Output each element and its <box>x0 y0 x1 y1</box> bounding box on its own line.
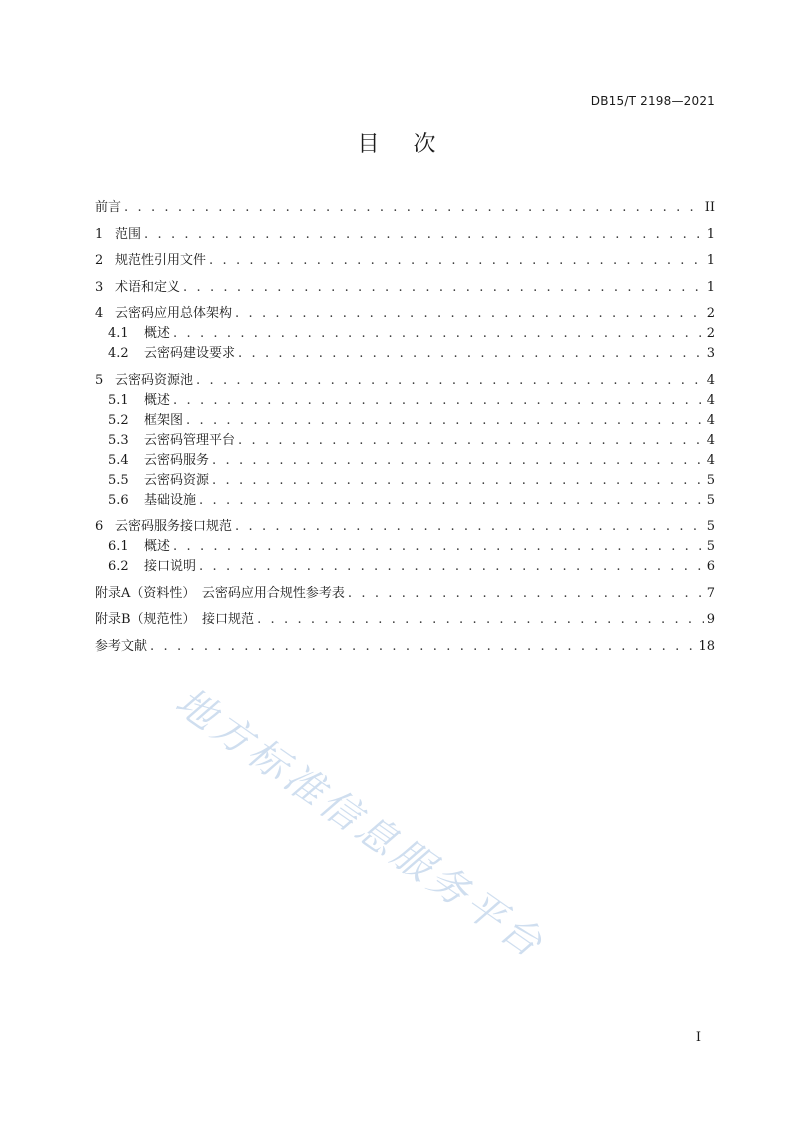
toc-entry[interactable] <box>95 198 715 218</box>
table-of-contents <box>95 198 715 657</box>
toc-entry[interactable] <box>95 471 715 491</box>
toc-entry-label: 云密码应用总体架构 <box>115 306 233 321</box>
toc-entry-number: 5.2 <box>108 412 129 428</box>
toc-entry-label: 云密码资源池 <box>115 372 194 388</box>
document-id: DB15/T 2198—2021 <box>590 94 715 108</box>
toc-entry-number: 6 <box>95 519 104 534</box>
toc-entry[interactable] <box>95 491 715 511</box>
toc-entry-page: 3 <box>706 346 715 361</box>
toc-entry-page: 2 <box>706 326 715 341</box>
toc-entry-number: 5.6 <box>108 492 129 508</box>
toc-entry-number: 6.1 <box>108 539 129 554</box>
toc-entry-number: 5.4 <box>108 452 129 468</box>
toc-entry[interactable] <box>95 251 715 271</box>
toc-leader-dots <box>212 471 704 491</box>
toc-leader-dots <box>238 344 704 364</box>
watermark: 地方标准信息服务平台 <box>167 679 554 969</box>
toc-leader-dots <box>183 278 704 298</box>
toc-entry[interactable] <box>95 344 715 364</box>
toc-entry[interactable] <box>95 637 715 657</box>
toc-leader-dots <box>173 537 704 557</box>
toc-entry-label: 概述 <box>144 539 171 554</box>
toc-entry-label: 参考文献 <box>95 638 148 654</box>
toc-leader-dots <box>199 557 704 577</box>
toc-entry-page: 9 <box>706 612 715 627</box>
toc-entry[interactable] <box>95 411 715 431</box>
toc-entry-label: 基础设施 <box>144 492 197 508</box>
toc-entry-page: 2 <box>706 306 715 321</box>
toc-entry[interactable] <box>95 584 715 604</box>
toc-leader-dots <box>212 451 704 471</box>
toc-entry-page: 5 <box>706 492 715 508</box>
toc-entry-label: 云密码资源 <box>144 472 210 488</box>
toc-entry[interactable] <box>95 557 715 577</box>
toc-entry-number: 4.1 <box>108 326 129 341</box>
toc-entry-page: 5 <box>706 539 715 554</box>
toc-entry[interactable] <box>95 391 715 411</box>
toc-leader-dots <box>348 584 704 604</box>
toc-entry-label: 云密码服务 <box>144 452 210 468</box>
toc-entry-number: 5.1 <box>108 392 129 408</box>
toc-entry-number: 3 <box>95 279 104 295</box>
toc-entry-label: 前言 <box>95 200 122 215</box>
toc-entry[interactable] <box>95 451 715 471</box>
toc-entry-label: 附录B（规范性） 接口规范 <box>95 612 255 627</box>
toc-entry-label: 范围 <box>115 226 142 242</box>
toc-entry-label: 云密码建设要求 <box>144 346 236 361</box>
toc-entry[interactable] <box>95 517 715 537</box>
toc-entry[interactable] <box>95 610 715 630</box>
toc-leader-dots <box>196 371 704 391</box>
toc-entry-page: 5 <box>706 472 715 488</box>
toc-entry-page: 7 <box>706 585 715 601</box>
toc-leader-dots <box>173 391 704 411</box>
toc-entry[interactable] <box>95 431 715 451</box>
toc-entry-number: 6.2 <box>108 559 129 574</box>
toc-entry[interactable] <box>95 304 715 324</box>
toc-leader-dots <box>124 198 702 218</box>
toc-entry-number: 5 <box>95 372 104 388</box>
toc-entry-page: 4 <box>706 432 715 448</box>
toc-entry-label: 接口说明 <box>144 559 197 574</box>
toc-leader-dots <box>257 610 704 630</box>
toc-leader-dots <box>235 304 704 324</box>
toc-entry-number: 2 <box>95 253 104 268</box>
toc-leader-dots <box>150 637 695 657</box>
toc-entry-page: II <box>704 200 715 215</box>
toc-entry-page: 1 <box>706 226 715 242</box>
toc-leader-dots <box>235 517 704 537</box>
toc-entry-label: 概述 <box>144 392 171 408</box>
toc-entry-number: 5.3 <box>108 432 129 448</box>
toc-entry[interactable] <box>95 225 715 245</box>
toc-entry-page: 1 <box>706 253 715 268</box>
toc-leader-dots <box>238 431 704 451</box>
toc-entry-page: 4 <box>706 412 715 428</box>
toc-entry-label: 附录A（资料性） 云密码应用合规性参考表 <box>95 585 345 601</box>
toc-entry-number: 4.2 <box>108 346 129 361</box>
toc-leader-dots <box>144 225 704 245</box>
toc-entry[interactable] <box>95 537 715 557</box>
toc-leader-dots <box>186 411 704 431</box>
toc-entry[interactable] <box>95 371 715 391</box>
toc-entry[interactable] <box>95 324 715 344</box>
toc-entry-label: 框架图 <box>144 412 184 428</box>
toc-entry-page: 1 <box>706 279 715 295</box>
toc-entry-label: 概述 <box>144 326 171 341</box>
toc-leader-dots <box>173 324 704 344</box>
toc-leader-dots <box>209 251 704 271</box>
toc-entry-label: 云密码服务接口规范 <box>115 519 233 534</box>
toc-entry-number: 5.5 <box>108 472 129 488</box>
toc-leader-dots <box>199 491 704 511</box>
toc-entry-label: 云密码管理平台 <box>144 432 236 448</box>
toc-entry-page: 4 <box>706 452 715 468</box>
toc-entry-page: 4 <box>706 372 715 388</box>
page-title: 目次 <box>357 132 470 157</box>
toc-entry-label: 术语和定义 <box>115 279 181 295</box>
toc-entry-page: 5 <box>706 519 715 534</box>
toc-entry-page: 4 <box>706 392 715 408</box>
toc-entry[interactable] <box>95 278 715 298</box>
toc-entry-number: 4 <box>95 306 104 321</box>
page-number: I <box>695 1030 701 1045</box>
toc-entry-page: 18 <box>698 638 715 654</box>
toc-entry-number: 1 <box>95 226 104 242</box>
toc-entry-page: 6 <box>706 559 715 574</box>
toc-entry-label: 规范性引用文件 <box>115 253 207 268</box>
